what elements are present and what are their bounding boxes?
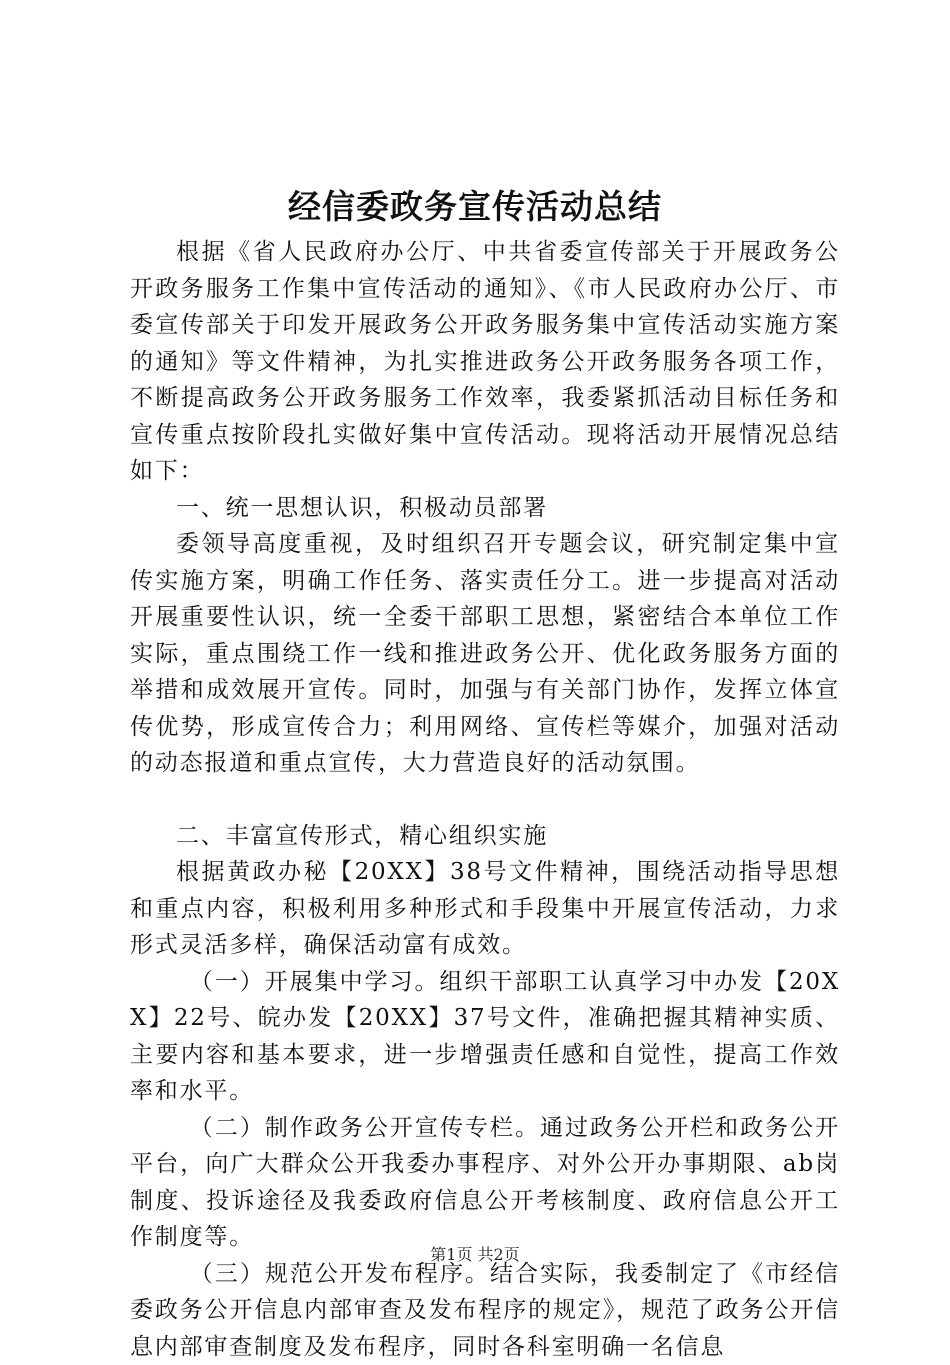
document-title: 经信委政务宣传活动总结 [0,185,950,229]
subsection-1-paragraph: （一）开展集中学习。组织干部职工认真学习中办发【20XX】22号、皖办发【20XX】37号文件，准确把握其精神实质、主要内容和基本要求，进一步增强责任感和自觉性，提高工作效率和水平。 [130,964,840,1110]
section-1-paragraph: 委领导高度重视，及时组织召开专题会议，研究制定集中宣传实施方案，明确工作任务、落实责任分工。进一步提高对活动开展重要性认识，统一全委干部职工思想，紧密结合本单位工作实际，重点围绕工作一线和推进政务公开、优化政务服务方面的举措和成效展开宣传。同时，加强与有关部门协作，发挥立体宣传优势，形成宣传合力；利用网络、宣传栏等媒介，加强对活动的动态报道和重点宣传，大力营造良好的活动氛围。 [130,526,840,782]
page-number-footer: 第1页 共2页 [0,1245,950,1265]
section-heading-1: 一、统一思想认识，积极动员部署 [130,490,840,527]
intro-paragraph: 根据《省人民政府办公厅、中共省委宣传部关于开展政务公开政务服务工作集中宣传活动的通知》、《市人民政府办公厅、市委宣传部关于印发开展政务公开政务服务集中宣传活动实施方案的通知》等文件精神，为扎实推进政务公开政务服务各项工作，不断提高政务公开政务服务工作效率，我委紧抓活动目标任务和宣传重点按阶段扎实做好集中宣传活动。现将活动开展情况总结如下： [130,234,840,490]
document-body [130,234,840,1365]
section-heading-2: 二、丰富宣传形式，精心组织实施 [130,818,840,855]
subsection-2-paragraph: （二）制作政务公开宣传专栏。通过政务公开栏和政务公开平台，向广大群众公开我委办事程序、对外公开办事期限、ab岗制度、投诉途径及我委政府信息公开考核制度、政府信息公开工作制度等。 [130,1110,840,1256]
paragraph-spacer [130,782,840,818]
subsection-3-paragraph: （三）规范公开发布程序。结合实际，我委制定了《市经信委政务公开信息内部审查及发布程序的规定》，规范了政务公开信息内部审查制度及发布程序，同时各科室明确一名信息 [130,1256,840,1365]
section-2-paragraph: 根据黄政办秘【20XX】38号文件精神，围绕活动指导思想和重点内容，积极利用多种形式和手段集中开展宣传活动，力求形式灵活多样，确保活动富有成效。 [130,854,840,964]
